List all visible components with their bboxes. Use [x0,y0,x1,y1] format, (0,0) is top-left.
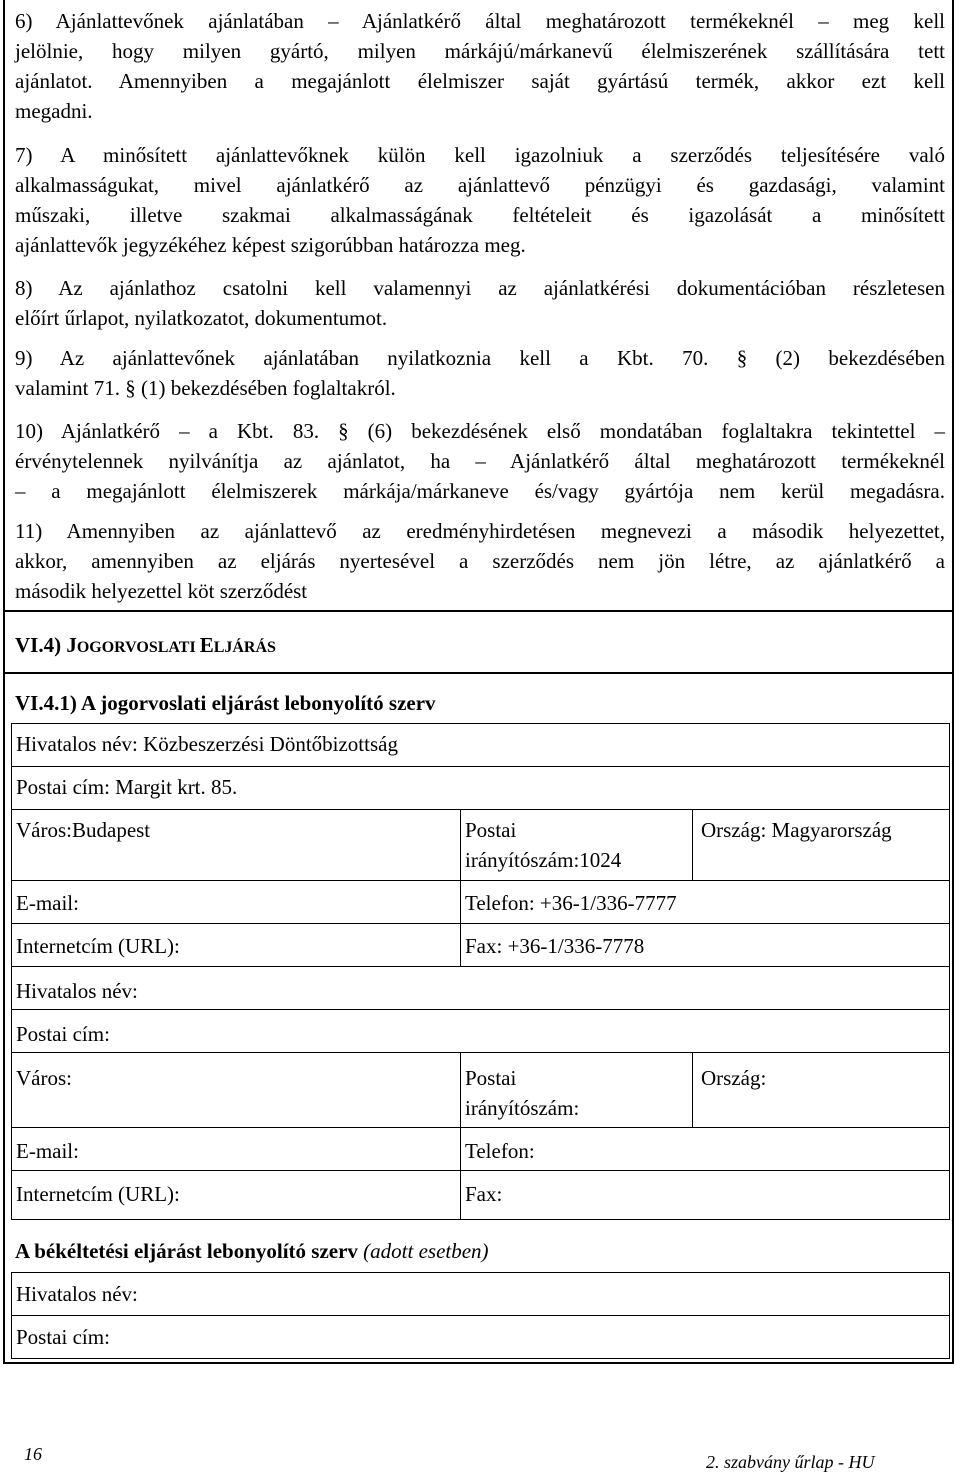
postal-address-cell [11,1009,950,1053]
paragraph-line: ajánlatot. Amennyiben a megajánlott élelmiszer saját gyártású termék, akkor ezt kell [15,69,945,93]
section-divider [5,610,952,612]
fax-cell [460,1170,950,1220]
paragraph-line: 7) A minősített ajánlattevőknek külön kell igazolniuk a szerződés teljesítésére való [15,143,945,167]
url: Internetcím (URL): [16,934,180,958]
postcode-cell [460,1052,693,1128]
form-frame [3,0,954,1364]
paragraph-line: második helyezettel köt szerződést [15,579,308,603]
official-name: Hivatalos név: [16,1282,138,1306]
email-cell [11,1127,461,1171]
email-cell [11,880,461,924]
postcode: irányítószám:1024 [465,848,622,872]
country-cell [692,1052,950,1128]
section-title-initial: E [199,633,214,657]
url-cell [11,923,461,967]
postcode-cell [460,809,693,881]
phone: Telefon: +36-1/336-7777 [465,891,677,915]
fax-cell [460,923,950,967]
paragraph-line: 8) Az ajánlathoz csatolni kell valamennyi az ajánlatkérési dokumentációban részletesen [15,276,945,300]
postal-address-cell [11,766,950,810]
url: Internetcím (URL): [16,1182,180,1206]
section-title-part: OGORVOSLATI [76,639,200,656]
email: E-mail: [16,1139,79,1163]
city: Város: [16,1066,72,1090]
section-heading [15,630,276,663]
paragraph-line: előírt űrlapot, nyilatkozatot, dokumentumot. [15,306,388,330]
country: Ország: [701,1066,767,1090]
email: E-mail: [16,891,79,915]
paragraph-line: ajánlattevők jegyzékéhez képest szigorúbban határozza meg. [15,233,526,257]
subsection-number: VI.4.1) [15,691,77,715]
official-name-cell [11,723,950,767]
subsection-title: A jogorvoslati eljárást lebonyolító szerv [80,691,436,715]
phone-cell [460,1127,950,1171]
city-cell [11,1052,461,1128]
paragraph-line: 11) Amennyiben az ajánlattevő az eredményhirdetésen megnevezi a második helyezettet, [15,519,945,543]
url-cell [11,1170,461,1220]
postal-address: Postai cím: [16,1325,110,1349]
section-number: VI.4) [15,633,62,657]
city-cell [11,809,461,881]
form-label: 2. szabvány űrlap - HU [706,1452,875,1472]
official-name: Hivatalos név: [16,979,138,1003]
official-name: Hivatalos név: Közbeszerzési Döntőbizottság [16,732,398,756]
official-name-cell [11,966,950,1010]
paragraph-line: 9) Az ajánlattevőnek ajánlatában nyilatkoznia kell a Kbt. 70. § (2) bekezdésében [15,346,945,370]
fax: Fax: [465,1182,503,1206]
section-title-initial: J [66,633,77,657]
country: Ország: Magyarország [701,818,892,842]
paragraph-line: megadni. [15,99,93,123]
phone-cell [460,880,950,924]
paragraph-line: akkor, amennyiben az eljárás nyertesével a szerződés nem jön létre, az ajánlatkérő a [15,549,945,573]
phone: Telefon: [465,1139,535,1163]
postal-address: Postai cím: [16,1022,110,1046]
official-name-cell [11,1272,950,1316]
section-divider [5,672,952,674]
mediation-note: (adott esetben) [363,1239,489,1263]
paragraph-line: 10) Ajánlatkérő – a Kbt. 83. § (6) bekezdésének első mondatában foglaltakra tekintettel – [15,419,945,443]
paragraph-line: – a megajánlott élelmiszerek márkája/márkaneve és/vagy gyártója nem kerül megadásra. [15,479,945,503]
postcode-label: Postai [465,1066,517,1090]
mediation-heading [15,1236,489,1266]
paragraph-line: érvénytelennek nyilvánítja az ajánlatot, ha – Ajánlatkérő által meghatározott termékeknél [15,449,945,473]
postal-address-cell [11,1315,950,1359]
city: Város:Budapest [16,818,151,842]
postcode: irányítószám: [465,1096,580,1120]
subsection-heading [15,688,436,718]
paragraph-line: műszaki, illetve szakmai alkalmasságának feltételeit és igazolását a minősített [15,203,945,227]
page-number: 16 [24,1444,42,1464]
paragraph-line: valamint 71. § (1) bekezdésében foglaltakról. [15,376,396,400]
paragraph-line: alkalmasságukat, mivel ajánlatkérő az ajánlattevő pénzügyi és gazdasági, valamint [15,173,945,197]
fax: Fax: +36-1/336-7778 [465,934,645,958]
section-title-part: LJÁRÁS [213,639,276,656]
postal-address: Postai cím: Margit krt. 85. [16,775,238,799]
paragraph-line: 6) Ajánlattevőnek ajánlatában – Ajánlatkérő által meghatározott termékeknél – meg kell [15,9,945,33]
mediation-title: A békéltetési eljárást lebonyolító szerv [15,1239,358,1263]
postcode-label: Postai [465,818,517,842]
paragraph-line: jelölnie, hogy milyen gyártó, milyen márkájú/márkanevű élelmiszerének szállítására tett [15,39,945,63]
country-cell [692,809,950,881]
